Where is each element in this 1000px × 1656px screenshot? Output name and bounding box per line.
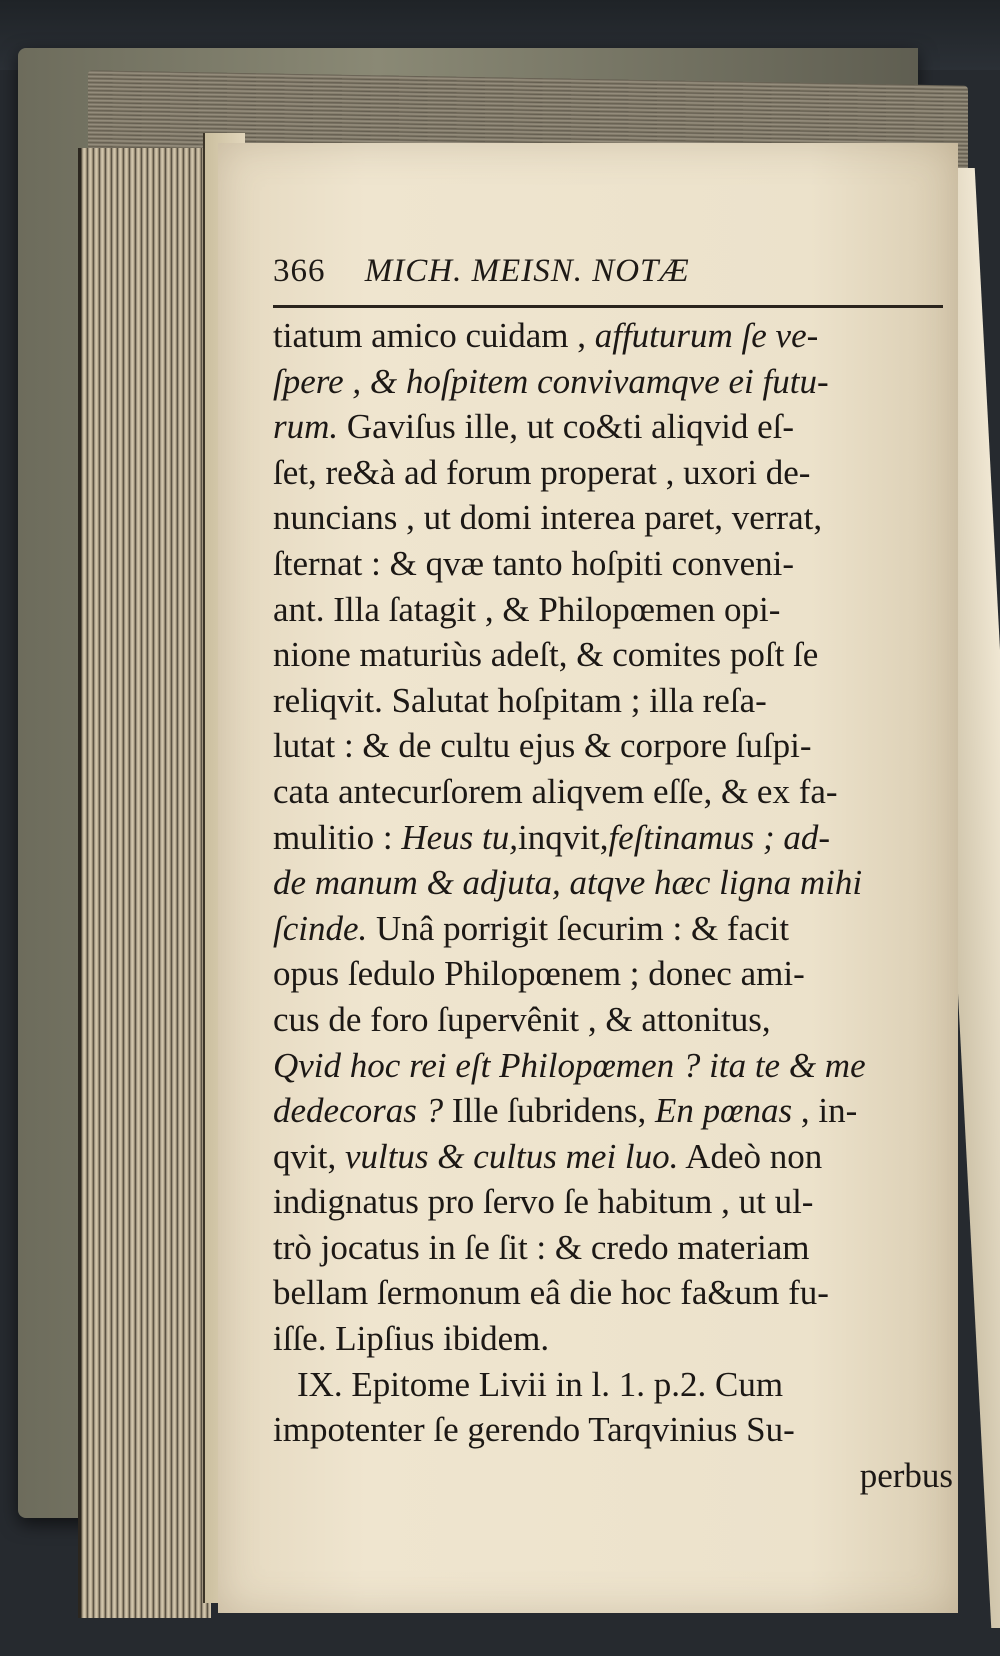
italic-text: Qvid hoc rei eſt Philopœmen ? ita te & me bbox=[273, 1045, 866, 1085]
text-segment: lutat : & de cultu ejus & corpore ſuſpi- bbox=[273, 726, 812, 766]
book bbox=[18, 48, 1000, 1528]
text-line bbox=[273, 1134, 953, 1180]
italic-text: vultus & cultus mei luo. bbox=[344, 1136, 679, 1176]
text-segment: reliqvit. Salutat hoſpitam ; illa reſa- bbox=[273, 680, 767, 720]
text-line bbox=[273, 860, 953, 906]
italic-text: dedecoras ? bbox=[273, 1091, 444, 1131]
text-line bbox=[273, 541, 953, 587]
italic-text: affuturum ſe ve- bbox=[594, 316, 819, 355]
text-line bbox=[273, 450, 953, 496]
italic-text: En pœnas bbox=[655, 1091, 793, 1131]
text-segment: nuncians , ut domi interea paret, verrat, bbox=[273, 498, 823, 538]
text-segment: Unâ porrigit ſecurim : & facit bbox=[367, 908, 790, 948]
text-line bbox=[273, 313, 953, 359]
text-line bbox=[273, 951, 953, 997]
book-page bbox=[218, 143, 958, 1613]
text-line bbox=[273, 495, 953, 541]
italic-text: rum. bbox=[273, 407, 339, 447]
text-segment: ſternat : & qvæ tanto hoſpiti conveni- bbox=[273, 543, 795, 583]
text-line bbox=[273, 769, 953, 815]
text-segment: Adeò non bbox=[678, 1136, 823, 1176]
header-rule bbox=[273, 305, 943, 308]
text-segment: indignatus pro ſervo ſe habitum , ut ul- bbox=[273, 1182, 814, 1222]
page-body-text bbox=[273, 313, 953, 1498]
italic-text: ſpere , & hoſpitem convivamqve ei futu- bbox=[273, 361, 829, 401]
text-segment: bellam ſermonum eâ die hoc fa&um fu- bbox=[273, 1273, 829, 1313]
text-segment: , in- bbox=[792, 1091, 858, 1131]
text-line bbox=[273, 678, 953, 724]
page-number: 366 bbox=[273, 253, 326, 289]
text-line bbox=[273, 997, 953, 1043]
text-segment: opus ſedulo Philopœnem ; donec ami- bbox=[273, 954, 805, 994]
running-header bbox=[273, 253, 690, 290]
text-segment: perbus bbox=[859, 1455, 953, 1495]
text-segment: cus de foro ſupervênit , & attonitus, bbox=[273, 999, 771, 1039]
text-segment: nione maturiùs adeſt, & comites poſt ſe bbox=[273, 635, 819, 675]
text-segment: IX. Epitome Livii in l. 1. p.2. Cum bbox=[297, 1364, 784, 1404]
text-line bbox=[273, 359, 953, 405]
text-line bbox=[273, 632, 953, 678]
text-segment: trò jocatus in ſe ſit : & credo materiam bbox=[273, 1227, 810, 1267]
text-segment: cata antecurſorem aliqvem eſſe, & ex fa- bbox=[273, 771, 838, 811]
text-line bbox=[273, 587, 953, 633]
italic-text: ſcinde. bbox=[273, 908, 368, 948]
text-line bbox=[273, 1088, 953, 1134]
text-line bbox=[273, 1179, 953, 1225]
text-line bbox=[273, 1316, 953, 1362]
italic-text: feſtinamus ; ad- bbox=[608, 817, 831, 857]
italic-text: Heus tu, bbox=[401, 817, 519, 857]
text-line bbox=[273, 815, 953, 861]
text-segment: tiatum amico cuidam , bbox=[273, 316, 595, 355]
italic-text: de manum & adjuta, atqve hæc ligna mihi bbox=[273, 863, 863, 903]
running-head-title: MICH. MEISN. NOTÆ bbox=[364, 253, 690, 289]
text-line bbox=[273, 1362, 953, 1408]
text-line bbox=[273, 1043, 953, 1089]
text-line bbox=[273, 1453, 953, 1499]
text-line bbox=[273, 906, 953, 952]
text-segment: qvit, bbox=[273, 1136, 345, 1176]
text-segment: inqvit, bbox=[518, 817, 609, 857]
text-segment: iſſe. Lipſius ibidem. bbox=[273, 1319, 550, 1359]
text-segment: Ille ſubridens, bbox=[443, 1091, 656, 1131]
text-segment: ant. Illa ſatagit , & Philopœmen opi- bbox=[273, 589, 781, 629]
text-segment: Gaviſus ille, ut co&ti aliqvid eſ- bbox=[338, 407, 795, 447]
text-segment: ſet, re&à ad forum properat , uxori de- bbox=[273, 452, 811, 492]
text-segment: impotenter ſe gerendo Tarqvinius Su- bbox=[273, 1410, 795, 1450]
text-line bbox=[273, 1225, 953, 1271]
text-segment: mulitio : bbox=[273, 817, 402, 857]
text-line bbox=[273, 1407, 953, 1453]
text-line bbox=[273, 404, 953, 450]
text-line bbox=[273, 1270, 953, 1316]
page-edges-side bbox=[78, 148, 211, 1618]
text-line bbox=[273, 723, 953, 769]
